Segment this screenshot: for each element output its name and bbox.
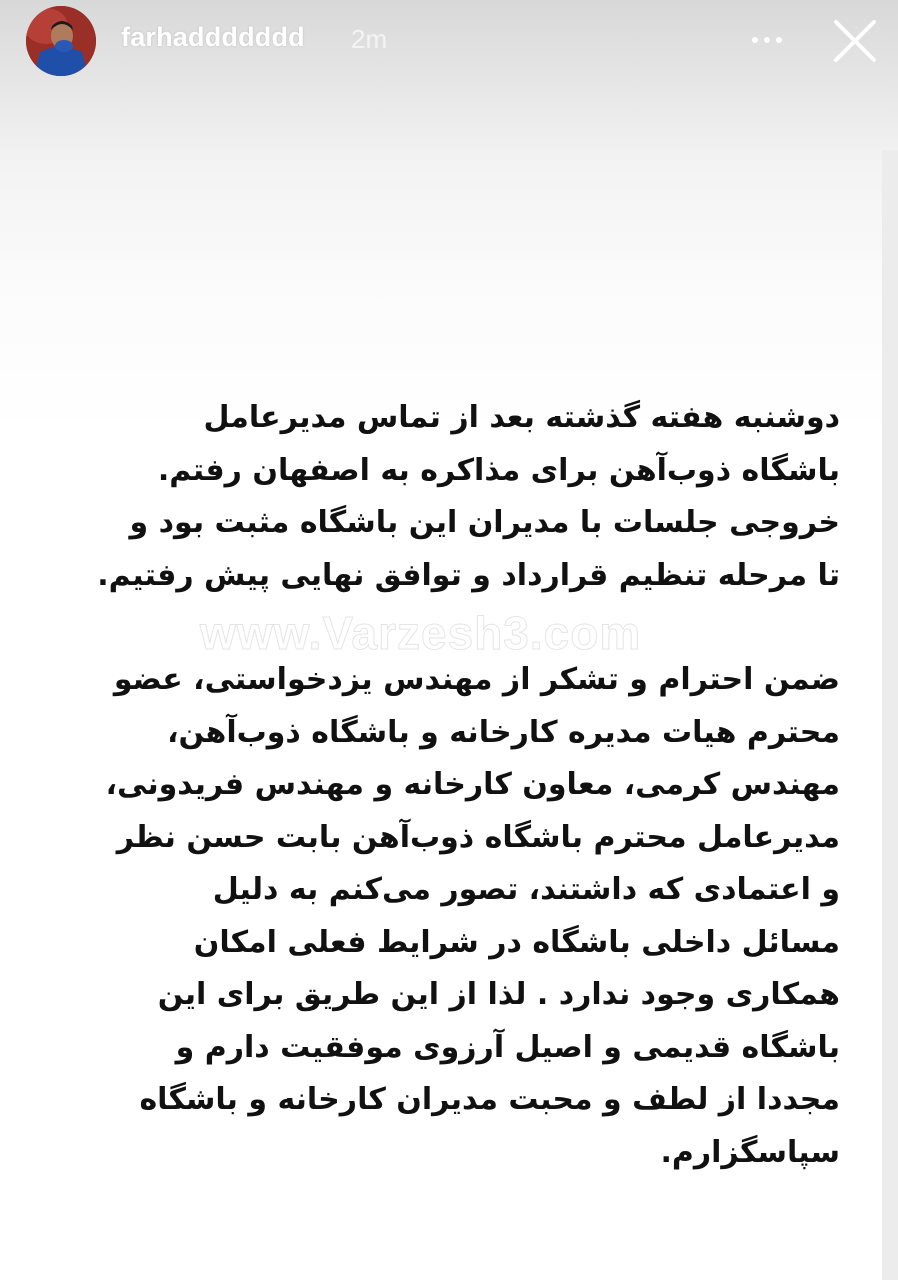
more-options-button[interactable] xyxy=(745,25,789,55)
story-paragraph-2: ضمن احترام و تشکر از مهندس یزدخواستی، عضو محترم هیات مدیره کارخانه و باشگاه ذوب‌آهن، مهندس کرمی، معاون کارخانه و مهندس فریدونی، مدیرعامل محترم باشگاه ذوب‌آهن بابت حسن نظر و اعتمادی که داشتند، تصور می‌کنم به دلیل مسائل داخلی باشگاه در شرایط فعلی امکان همکاری وجود ندارد . لذا از این طریق برای این باشگاه قدیمی و اصیل آرزوی موفقیت دارم و مجددا از لطف و محبت مدیران کارخانه و باشگاه سپاسگزارم. xyxy=(105,662,840,1170)
more-options-icon xyxy=(745,25,789,55)
post-time: 2m xyxy=(351,24,388,54)
watermark: www.Varzesh3.com xyxy=(200,607,642,659)
story-text xyxy=(60,392,840,1179)
close-button[interactable] xyxy=(827,13,883,69)
avatar[interactable] xyxy=(26,6,96,76)
username[interactable]: farhaddddddd xyxy=(121,22,305,52)
close-icon xyxy=(827,13,883,69)
profile-avatar-icon xyxy=(26,6,96,76)
next-story-edge[interactable] xyxy=(882,150,898,1280)
story-paragraph-1: دوشنبه هفته گذشته بعد از تماس مدیرعامل باشگاه ذوب‌آهن برای مذاکره به اصفهان رفتم. خروجی جلسات با مدیران این باشگاه مثبت بود و تا مرحله تنظیم قرارداد و توافق نهایی پیش رفتیم. xyxy=(97,400,840,593)
